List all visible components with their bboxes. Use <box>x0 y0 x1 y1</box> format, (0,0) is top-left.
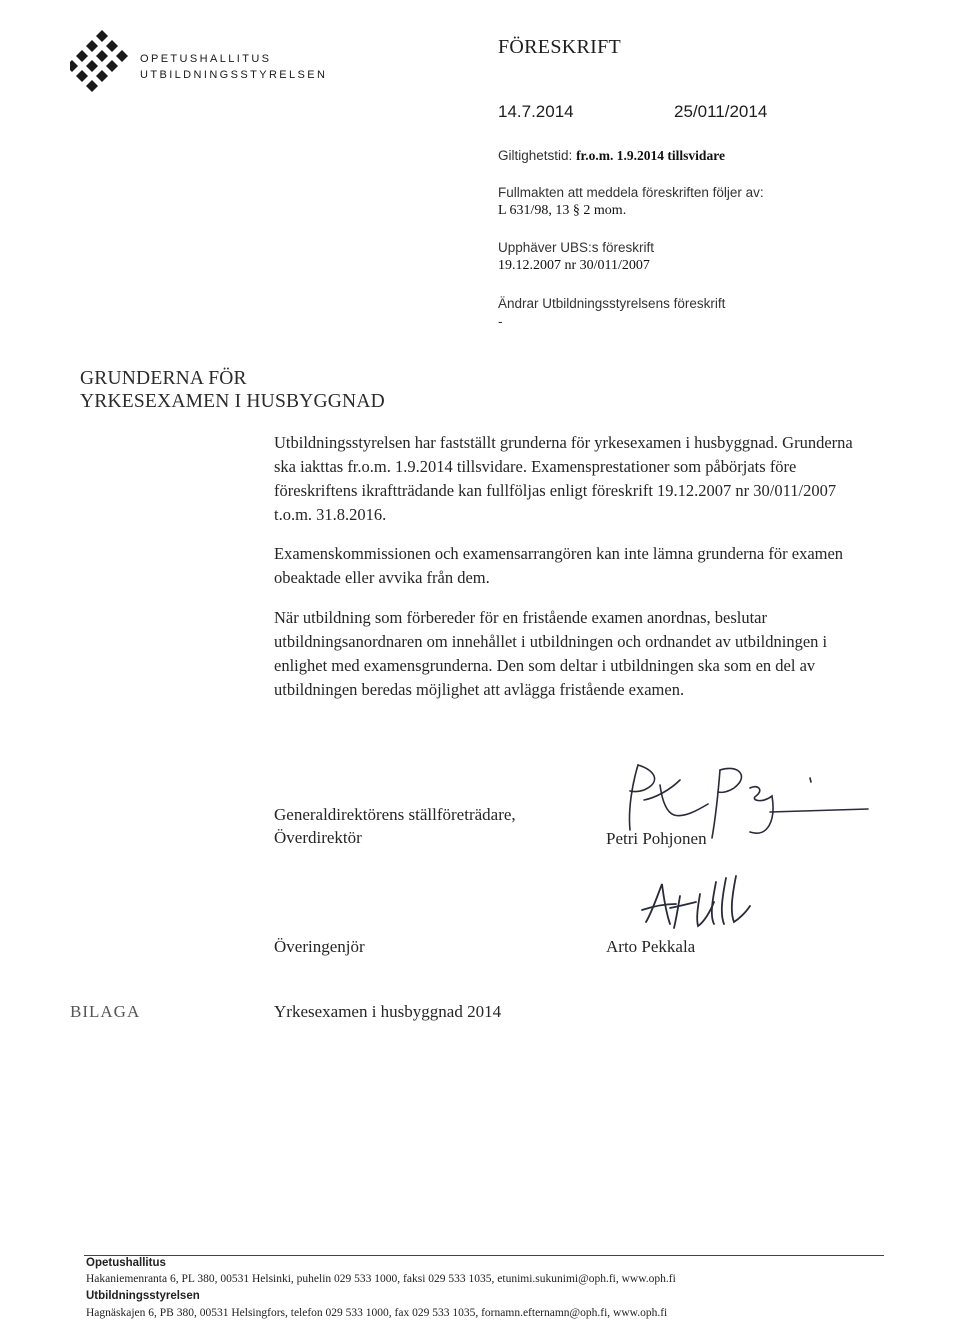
authority-line-1: Fullmakten att meddela föreskriften följer av: <box>498 185 764 200</box>
authority-line-2: L 631/98, 13 § 2 mom. <box>498 203 627 218</box>
amends-line-2: - <box>498 314 503 329</box>
page-title-line-2: YRKESEXAMEN I HUSBYGGNAD <box>80 391 385 412</box>
body-paragraph-1: Utbildningsstyrelsen har fastställt grunderna för yrkesexamen i husbyggnad. Grunderna ska iakttas fr.o.m. 1.9.2014 tillsvidare. Examensprestationer som påbörjats före föreskriftens ikraftträdande kan fullföljas enligt föreskrift 19.12.2007 nr 30/011/2007 t.o.m. 31.8.2016. <box>274 433 853 524</box>
registration-number: 25/011/2014 <box>674 102 768 121</box>
body-paragraph-2: Examenskommissionen och examensarrangören kan inte lämna grunderna för examen obeaktade eller avvika från dem. <box>274 544 844 587</box>
amends-line-1: Ändrar Utbildningsstyrelsens föreskrift <box>498 296 726 311</box>
org-name-swedish: UTBILDNINGSSTYRELSEN <box>140 69 328 81</box>
signature-2-handwriting <box>640 872 760 932</box>
diamond-grid-logo-icon <box>70 28 134 92</box>
attachment-label: BILAGA <box>70 1002 141 1021</box>
signatory-1-title-line-1: Generaldirektörens ställföreträdare, <box>274 805 516 824</box>
footer-divider <box>84 1255 884 1256</box>
validity-value: fr.o.m. 1.9.2014 tillsvidare <box>576 148 725 163</box>
document-date: 14.7.2014 <box>498 102 574 121</box>
signatory-2-title: Överingenjör <box>274 937 365 956</box>
signatory-2-name: Arto Pekkala <box>606 937 696 956</box>
document-type: FÖRESKRIFT <box>498 36 622 58</box>
validity-label: Giltighetstid: <box>498 148 573 163</box>
footer-org-2-name: Utbildningsstyrelsen <box>86 1290 200 1302</box>
repeals-line-2: 19.12.2007 nr 30/011/2007 <box>498 258 650 273</box>
page-title-line-1: GRUNDERNA FÖR <box>80 368 247 389</box>
footer-org-1-address: Hakaniemenranta 6, PL 380, 00531 Helsinki, puhelin 029 533 1000, faksi 029 533 1035, etunimi.sukunimi@oph.fi, www.oph.fi <box>86 1273 676 1285</box>
repeals-line-1: Upphäver UBS:s föreskrift <box>498 240 655 255</box>
body-paragraph-3: När utbildning som förbereder för en fristående examen anordnas, beslutar utbildningsanordnaren om innehållet i utbildningen och ordnandet av utbildningen i enlighet med examensgrunderna. Den som deltar i utbildningen ska som en del av utbildningen beredas möjlighet att avlägga fristående examen. <box>274 608 828 699</box>
footer-org-2-address: Hagnäskajen 6, PB 380, 00531 Helsingfors, telefon 029 533 1000, fax 029 533 1035, fornamn.efternamn@oph.fi, www.oph.fi <box>86 1307 668 1319</box>
signatory-1-name: Petri Pohjonen <box>606 829 707 848</box>
signatory-1-title-line-2: Överdirektör <box>274 828 362 847</box>
validity-line <box>498 148 725 164</box>
attachment-name: Yrkesexamen i husbyggnad 2014 <box>274 1002 502 1021</box>
org-name-finnish: OPETUSHALLITUS <box>140 53 272 65</box>
signature-1-handwriting <box>600 760 870 840</box>
footer-org-1-name: Opetushallitus <box>86 1257 166 1269</box>
